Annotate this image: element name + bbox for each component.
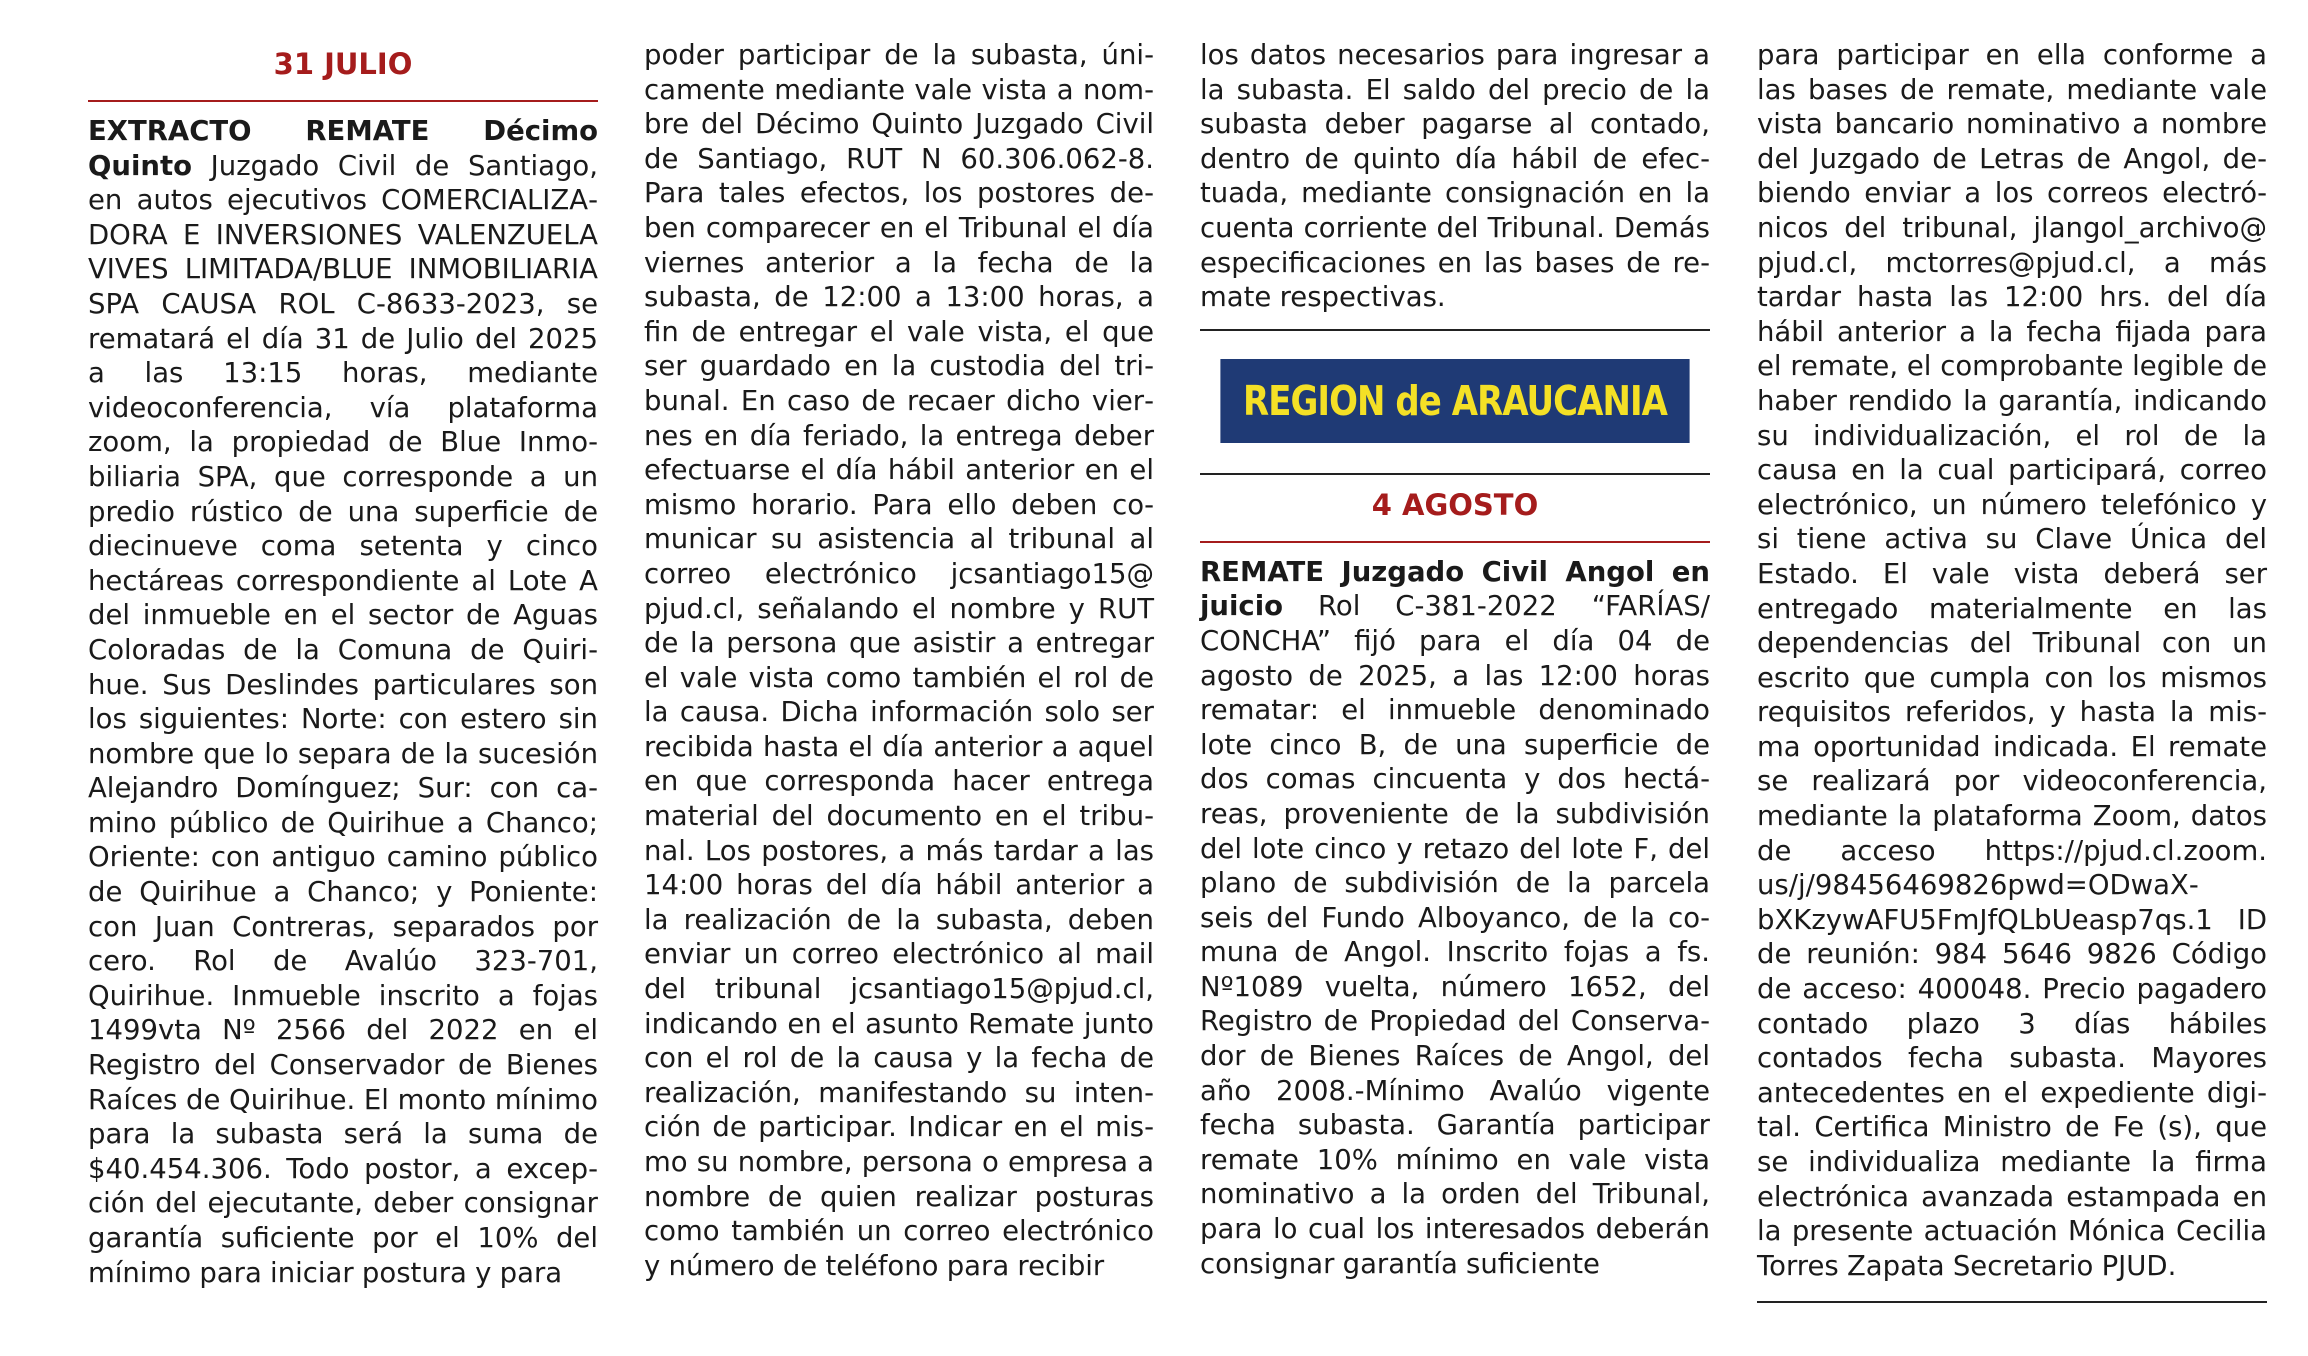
- end-divider: [1757, 1301, 2267, 1303]
- notice-remate-santiago: [88, 114, 598, 1290]
- date-heading-4-agosto: 4 AGOSTO: [1371, 487, 1539, 522]
- notice-body: Rol C-381-2022 “FARÍAS/ CONCHA” fijó para el día 04 de agosto de 2025, a las 12:00 horas rematar: el inmueble denominado lote cinco B, de una superficie de dos comas cincuenta y dos hectáreas, proveniente de la subdivisión del lote cinco y retazo del lote F, del plano de subdivisión de la parcela seis del Fundo Alboyanco, de la comuna de Angol. Inscrito fojas a fs. Nº1089 vuelta, número 1652, del Registro de Propiedad del Conservador de Bienes Raíces de Angol, del año 2008.-Mínimo Avalúo vigente fecha subasta. Garantía participar remate 10% mínimo en vale vista nominativo a la orden del Tribunal, para lo cual los interesados deberán consignar garantía suficiente: [1200, 590, 1710, 1280]
- column-2: [644, 38, 1154, 1283]
- date-heading-31-julio: 31 JULIO: [273, 47, 413, 81]
- notice-lead: EXTRACTO REMATE Décimo Quinto: [88, 115, 598, 182]
- notice-remate-angol: [1200, 555, 1710, 1281]
- section-divider: [1200, 473, 1710, 475]
- column-4: [1757, 38, 2267, 1303]
- section-divider: [1200, 329, 1710, 331]
- notice-lead: REMATE Juzgado Civil Angol en juicio: [1200, 555, 1710, 623]
- notice-continuation-end: los datos necesarios para ingresar a la subasta. El saldo del precio de la subasta deber pagarse al contado, dentro de quinto día hábil de efectuada, mediante consignación en la cuenta corriente del Tribunal. Demás especificaciones en las bases de remate respectivas.: [1200, 39, 1710, 314]
- region-banner: REGION de ARAUCANIA: [1220, 359, 1689, 443]
- red-divider: [1200, 541, 1710, 543]
- notice-body: Juzgado Civil de Santiago, en autos ejecutivos COMERCIALIZADORA E INVERSIONES VALENZUELA VIVES LIMITADA/BLUE INMOBILIARIA SPA CAUSA ROL C-8633-2023, se rematará el día 31 de Julio del 2025 a las 13:15 horas, mediante videoconferencia, vía plataforma zoom, la propiedad de Blue Inmobiliaria SPA, que corresponde a un predio rústico de una superficie de diecinueve coma setenta y cinco hectáreas correspondiente al Lote A del inmueble en el sector de Aguas Coloradas de la Comuna de Quirihue. Sus Deslindes particulares son los siguientes: Norte: con estero sin nombre que lo separa de la sucesión Alejandro Domínguez; Sur: con camino público de Quirihue a Chanco; Oriente: con antiguo camino público de Quirihue a Chanco; y Poniente: con Juan Contreras, separados por cero. Rol de Avalúo 323-701, Quirihue. Inmueble inscrito a fojas 1499vta Nº 2566 del 2022 en el Registro del Conservador de Bienes Raíces de Quirihue. El monto mínimo para la subasta será la suma de $40.454.306. Todo postor, a excepción del ejecutante, deber consignar garantía suficiente por el 10% del mínimo para iniciar postura y para: [88, 149, 598, 1289]
- column-3: [1200, 38, 1710, 1281]
- notice-continuation: para participar en ella conforme a las bases de remate, mediante vale vista bancario nominativo a nombre del Juzgado de Letras de Angol, debiendo enviar a los correos electrónicos del tribunal, jlangol_archivo@ pjud.cl, mctorres@pjud.cl, a más tardar hasta las 12:00 hrs. del día hábil anterior a la fecha fijada para el remate, el comprobante legible de haber rendido la garantía, indicando su individualización, el rol de la causa en la cual participará, correo electrónico, un número telefónico y si tiene activa su Clave Única del Estado. El vale vista deberá ser entregado materialmente en las dependencias del Tribunal con un escrito que cumpla con los mismos requisitos referidos, y hasta la misma oportunidad indicada. El remate se realizará por videoconferencia, mediante la plataforma Zoom, datos de acceso https://pjud.cl.zoom. us/j/98456469826pwd=ODwaXbXKzywAFU5FmJfQLbUeasp7qs.1 ID de reunión: 984 5646 9826 Código de acceso: 400048. Precio pagadero contado plazo 3 días hábiles contados fecha subasta. Mayores antecedentes en el expediente digital. Certifica Ministro de Fe (s), que se individualiza mediante la firma electrónica avanzada estampada en la presente actuación Mónica Cecilia Torres Zapata Secretario PJUD.: [1757, 39, 2267, 1282]
- column-1: [88, 38, 598, 1290]
- notice-continuation: poder participar de la subasta, únicamente mediante vale vista a nombre del Décimo Quinto Juzgado Civil de Santiago, RUT N 60.306.062-8. Para tales efectos, los postores deben comparecer en el Tribunal el día viernes anterior a la fecha de la subasta, de 12:00 a 13:00 horas, a fin de entregar el vale vista, el que ser guardado en la custodia del tribunal. En caso de recaer dicho viernes en día feriado, la entrega deber efectuarse el día hábil anterior en el mismo horario. Para ello deben comunicar su asistencia al tribunal al correo electrónico jcsantiago15@ pjud.cl, señalando el nombre y RUT de la persona que asistir a entregar el vale vista como también el rol de la causa. Dicha información solo ser recibida hasta el día anterior a aquel en que corresponda hacer entrega material del documento en el tribunal. Los postores, a más tardar a las 14:00 horas del día hábil anterior a la realización de la subasta, deben enviar un correo electrónico al mail del tribunal jcsantiago15@pjud.cl, indicando en el asunto Remate junto con el rol de la causa y la fecha de realización, manifestando su intención de participar. Indicar en el mismo su nombre, persona o empresa a nombre de quien realizar posturas como también un correo electrónico y número de teléfono para recibir: [644, 39, 1154, 1282]
- red-divider: [88, 100, 598, 102]
